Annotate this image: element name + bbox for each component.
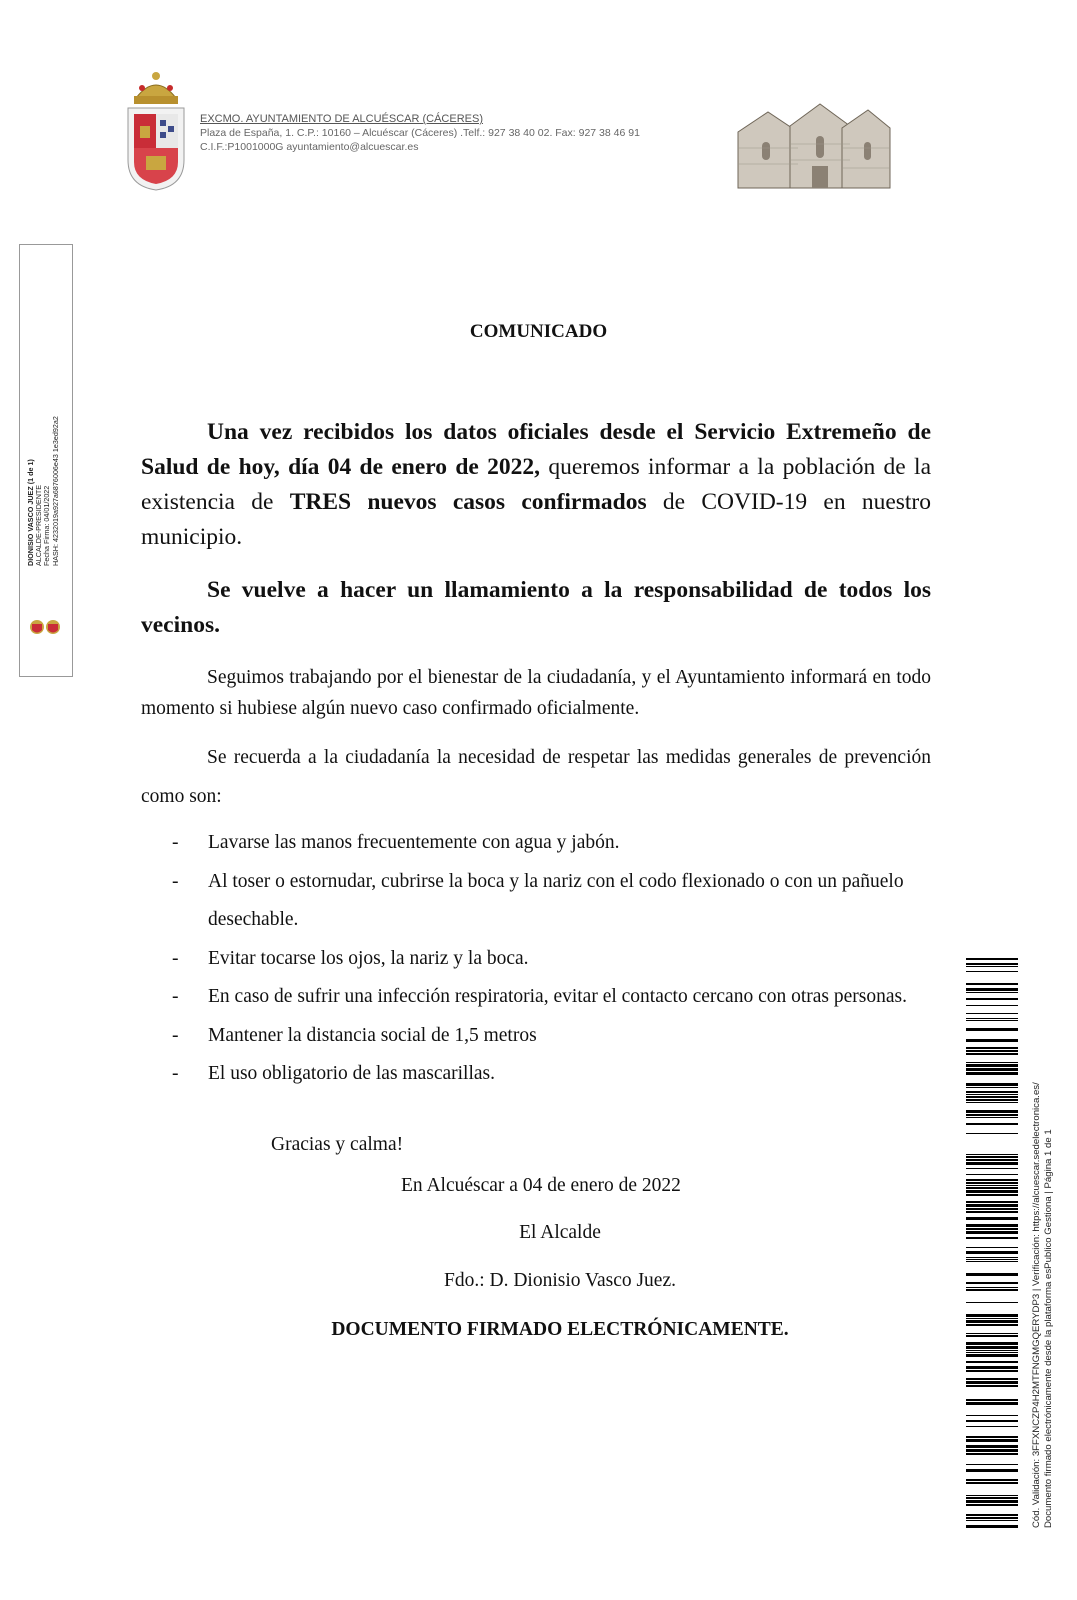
church-illustration (728, 98, 898, 194)
signer-role: ALCALDE-PRESIDENTE (34, 484, 44, 566)
place-and-date: En Alcuéscar a 04 de enero de 2022 (401, 1175, 681, 1196)
mini-crest-icon (28, 616, 62, 638)
signature-info (27, 366, 60, 566)
coat-of-arms-logo (122, 68, 190, 192)
list-item: - Mantener la distancia social de 1,5 metros (172, 1017, 932, 1056)
paragraph-announcement (141, 415, 931, 555)
responsibility-text: Se vuelve a hacer un llamamiento a la responsabilidad de todos los vecinos. (141, 577, 931, 638)
verification-info (1031, 1008, 1055, 1528)
paragraph-ongoing-work (141, 662, 931, 724)
signed-by: Fdo.: D. Dionisio Vasco Juez. (443, 1270, 676, 1291)
signature-date: Fecha Firma: 04/01/2022 (42, 485, 52, 566)
document-title: COMUNICADO (469, 321, 608, 342)
list-item: - Lavarse las manos frecuentemente con agua y jabón. (172, 824, 932, 863)
announcement-text: queremos informar a la población de la existencia de (141, 454, 932, 515)
signature-hash: HASH: 4232019a927a6876006e43 1e3ed92a2 (50, 416, 60, 566)
signer-role-title: El Alcalde (519, 1222, 601, 1243)
list-item: - El uso obligatorio de las mascarillas. (172, 1055, 932, 1094)
prevention-measures-list (172, 824, 932, 1094)
list-item: - Evitar tocarse los ojos, la nariz y la boca. (172, 940, 932, 979)
cif-email-line: C.I.F.:P1001000G ayuntamiento@alcuescar.es (200, 141, 419, 153)
announcement-bold-intro: Una vez recibidos los datos oficiales desde el Servicio Extremeño de Salud de hoy, día 04 de enero de 2022, (141, 419, 931, 480)
prevention-text: Se recuerda a la ciudadanía la necesidad de respetar las medidas generales de prevención como son: (141, 747, 931, 807)
electronic-signature-notice: DOCUMENTO FIRMADO ELECTRÓNICAMENTE. (331, 1319, 789, 1340)
list-item: - En caso de sufrir una infección respiratoria, evitar el contacto cercano con otras personas. (172, 978, 932, 1017)
signer-name: DIONISIO VASCO JUEZ (1 de 1) (26, 459, 35, 566)
platform-line: Documento firmado electrónicamente desde la plataforma esPublico Gestiona | Página 1 de 1 (1043, 1129, 1054, 1528)
ongoing-work-text: Seguimos trabajando por el bienestar de la ciudadanía, y el Ayuntamiento informará en todo momento si hubiese algún nuevo caso confirmado oficialmente. (141, 667, 931, 719)
paragraph-prevention (141, 738, 931, 816)
announcement-text-end: de COVID-19 en nuestro municipio. (141, 489, 932, 550)
list-item: - Al toser o estornudar, cubrirse la boca y la nariz con el codo flexionado o con un pañuelo desechable. (172, 863, 932, 940)
paragraph-responsibility (141, 573, 931, 643)
organization-name: EXCMO. AYUNTAMIENTO DE ALCUÉSCAR (CÁCERES) (200, 113, 483, 125)
validation-code-line: Cód. Validación: 3FFXNCZP4H2MTFNGMGQERYDP3 | Verificación: https://alcuescar.sedelectronica.es/ (1031, 1082, 1042, 1528)
validation-barcode (966, 958, 1018, 1528)
closing-thanks: Gracias y calma! (271, 1134, 404, 1155)
letterhead (200, 112, 640, 154)
address-line: Plaza de España, 1. C.P.: 10160 – Alcuéscar (Cáceres) .Telf.: 927 38 40 02. Fax: 927 38 46 91 (200, 127, 640, 139)
announcement-cases: TRES nuevos casos confirmados (289, 489, 647, 515)
